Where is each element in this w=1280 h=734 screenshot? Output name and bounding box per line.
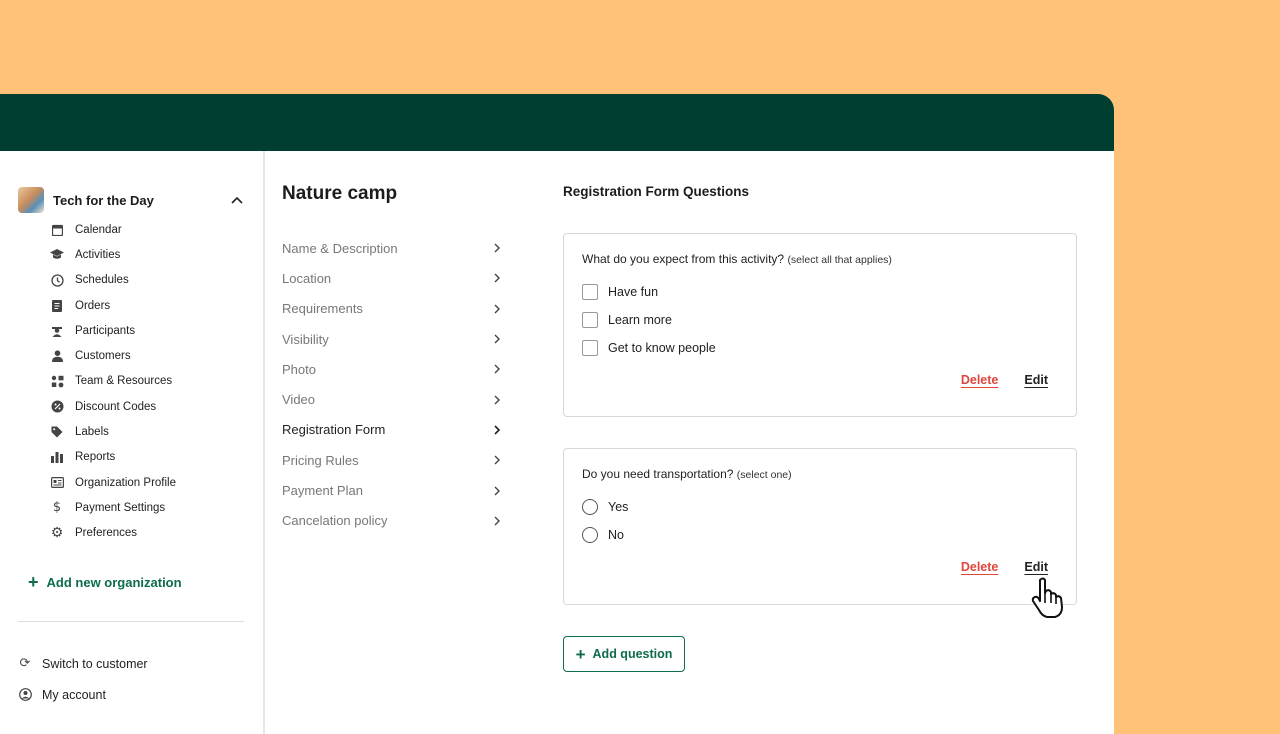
step-label: Visibility xyxy=(282,331,329,347)
step-location[interactable] xyxy=(282,263,508,293)
team-icon xyxy=(50,374,64,388)
step-label: Photo xyxy=(282,361,316,377)
checkbox-option[interactable] xyxy=(582,278,716,306)
sidebar-item-label: Calendar xyxy=(75,223,122,236)
checkbox[interactable] xyxy=(582,340,598,356)
sidebar-item-label: Discount Codes xyxy=(75,400,157,413)
step-photo[interactable] xyxy=(282,354,508,384)
step-pricing-rules[interactable] xyxy=(282,445,508,475)
switch-to-customer-link[interactable] xyxy=(18,648,148,679)
chevron-right-icon xyxy=(492,364,502,374)
app-window xyxy=(0,94,1114,734)
step-label: Pricing Rules xyxy=(282,452,359,468)
card-actions xyxy=(961,560,1048,574)
user-icon xyxy=(50,349,64,363)
refresh-icon: ⟳ xyxy=(19,656,31,671)
step-name-description[interactable] xyxy=(282,233,508,263)
step-label: Cancelation policy xyxy=(282,513,388,529)
graduation-cap-icon xyxy=(50,248,64,262)
tag-icon xyxy=(50,425,64,439)
steps-list xyxy=(282,233,508,536)
option-label: Yes xyxy=(608,500,629,514)
step-label: Name & Description xyxy=(282,240,398,256)
radio-button[interactable] xyxy=(582,499,598,515)
account-circle-icon xyxy=(18,688,32,702)
bar-chart-icon xyxy=(50,450,64,464)
step-label: Payment Plan xyxy=(282,483,363,499)
sidebar-item-preferences[interactable] xyxy=(50,521,176,546)
question-hint: (select one) xyxy=(736,469,792,481)
hand-cursor-icon xyxy=(1031,577,1069,619)
option-label: Get to know people xyxy=(608,341,716,355)
card-actions xyxy=(961,373,1048,387)
add-organization-label: Add new organization xyxy=(46,574,182,590)
sidebar-item-labels[interactable] xyxy=(50,419,176,444)
receipt-icon xyxy=(50,299,64,313)
sidebar-item-organization-profile[interactable] xyxy=(50,470,176,495)
sidebar-item-payment-settings[interactable] xyxy=(50,495,176,520)
checkbox[interactable] xyxy=(582,312,598,328)
sidebar-nav xyxy=(50,217,176,546)
sidebar-item-team-resources[interactable] xyxy=(50,369,176,394)
sidebar-item-label: Orders xyxy=(75,299,111,312)
gear-icon: ⚙ xyxy=(50,525,64,542)
checkbox[interactable] xyxy=(582,284,598,300)
sidebar-item-label: Organization Profile xyxy=(75,476,176,489)
sidebar-item-participants[interactable] xyxy=(50,318,176,343)
my-account-label: My account xyxy=(42,687,106,702)
question-label: What do you expect from this activity? xyxy=(582,252,785,266)
sidebar-item-activities[interactable] xyxy=(50,242,176,267)
checkbox-option[interactable] xyxy=(582,306,716,334)
sidebar xyxy=(0,151,265,734)
org-selector[interactable] xyxy=(18,187,246,213)
org-name: Tech for the Day xyxy=(53,192,154,208)
sidebar-item-discount-codes[interactable] xyxy=(50,394,176,419)
step-label: Registration Form xyxy=(282,422,386,438)
edit-button[interactable]: Edit xyxy=(1024,560,1048,574)
sidebar-item-label: Reports xyxy=(75,451,116,464)
plus-icon: + xyxy=(28,572,39,592)
my-account-link[interactable] xyxy=(18,679,148,710)
chevron-right-icon xyxy=(492,486,502,496)
org-avatar xyxy=(18,187,44,213)
sidebar-item-label: Participants xyxy=(75,324,136,337)
plus-icon: + xyxy=(575,644,586,664)
question-card xyxy=(563,233,1077,417)
sidebar-item-orders[interactable] xyxy=(50,293,176,318)
question-card xyxy=(563,448,1077,605)
chevron-up-icon[interactable] xyxy=(230,193,244,207)
dollar-icon: $ xyxy=(52,500,62,516)
checkbox-option[interactable] xyxy=(582,334,716,362)
step-payment-plan[interactable] xyxy=(282,475,508,505)
chevron-right-icon xyxy=(492,516,502,526)
options-list xyxy=(582,278,716,362)
id-card-icon xyxy=(50,476,64,490)
page-title: Nature camp xyxy=(282,183,398,204)
chevron-right-icon xyxy=(492,334,502,344)
delete-button[interactable]: Delete xyxy=(960,560,999,574)
sidebar-item-label: Preferences xyxy=(75,527,138,540)
step-label: Requirements xyxy=(282,301,363,317)
chevron-right-icon xyxy=(492,304,502,314)
sidebar-item-calendar[interactable] xyxy=(50,217,176,242)
add-question-button[interactable] xyxy=(563,636,685,672)
discount-icon xyxy=(50,400,64,414)
radio-option[interactable] xyxy=(582,493,628,521)
sidebar-footer xyxy=(18,648,148,710)
section-title: Registration Form Questions xyxy=(563,184,750,199)
radio-option[interactable] xyxy=(582,521,628,549)
radio-button[interactable] xyxy=(582,527,598,543)
sidebar-item-reports[interactable] xyxy=(50,445,176,470)
calendar-icon xyxy=(50,223,64,237)
question-text xyxy=(582,467,792,481)
add-organization-button[interactable] xyxy=(28,573,182,591)
sidebar-item-customers[interactable] xyxy=(50,343,176,368)
options-list xyxy=(582,493,628,549)
chevron-right-icon xyxy=(492,273,502,283)
question-label: Do you need transportation? xyxy=(582,467,734,481)
sidebar-item-label: Team & Resources xyxy=(75,375,173,388)
participant-icon xyxy=(50,324,64,338)
sidebar-item-schedules[interactable] xyxy=(50,268,176,293)
switch-to-customer-label: Switch to customer xyxy=(42,656,148,671)
step-requirements[interactable] xyxy=(282,294,508,324)
chevron-right-icon xyxy=(492,243,502,253)
sidebar-item-label: Payment Settings xyxy=(75,501,166,514)
delete-button[interactable]: Delete xyxy=(960,373,999,387)
step-video[interactable] xyxy=(282,384,508,414)
step-label: Video xyxy=(282,392,316,408)
chevron-right-icon xyxy=(492,425,502,435)
chevron-right-icon xyxy=(492,395,502,405)
step-registration-form[interactable] xyxy=(282,415,508,445)
clock-icon xyxy=(50,273,64,287)
add-question-label: Add question xyxy=(592,647,673,661)
question-hint: (select all that applies) xyxy=(787,254,892,266)
sidebar-divider xyxy=(18,621,244,622)
sidebar-item-label: Labels xyxy=(75,426,109,439)
chevron-right-icon xyxy=(492,455,502,465)
option-label: No xyxy=(608,528,624,542)
sidebar-item-label: Schedules xyxy=(75,274,129,287)
option-label: Learn more xyxy=(608,313,672,327)
option-label: Have fun xyxy=(608,285,659,299)
step-label: Location xyxy=(282,270,332,286)
sidebar-item-label: Customers xyxy=(75,350,131,363)
step-cancelation-policy[interactable] xyxy=(282,506,508,536)
top-bar xyxy=(0,94,1114,151)
sidebar-item-label: Activities xyxy=(75,248,121,261)
step-visibility[interactable] xyxy=(282,324,508,354)
edit-button[interactable]: Edit xyxy=(1024,373,1048,387)
question-text xyxy=(582,252,892,266)
